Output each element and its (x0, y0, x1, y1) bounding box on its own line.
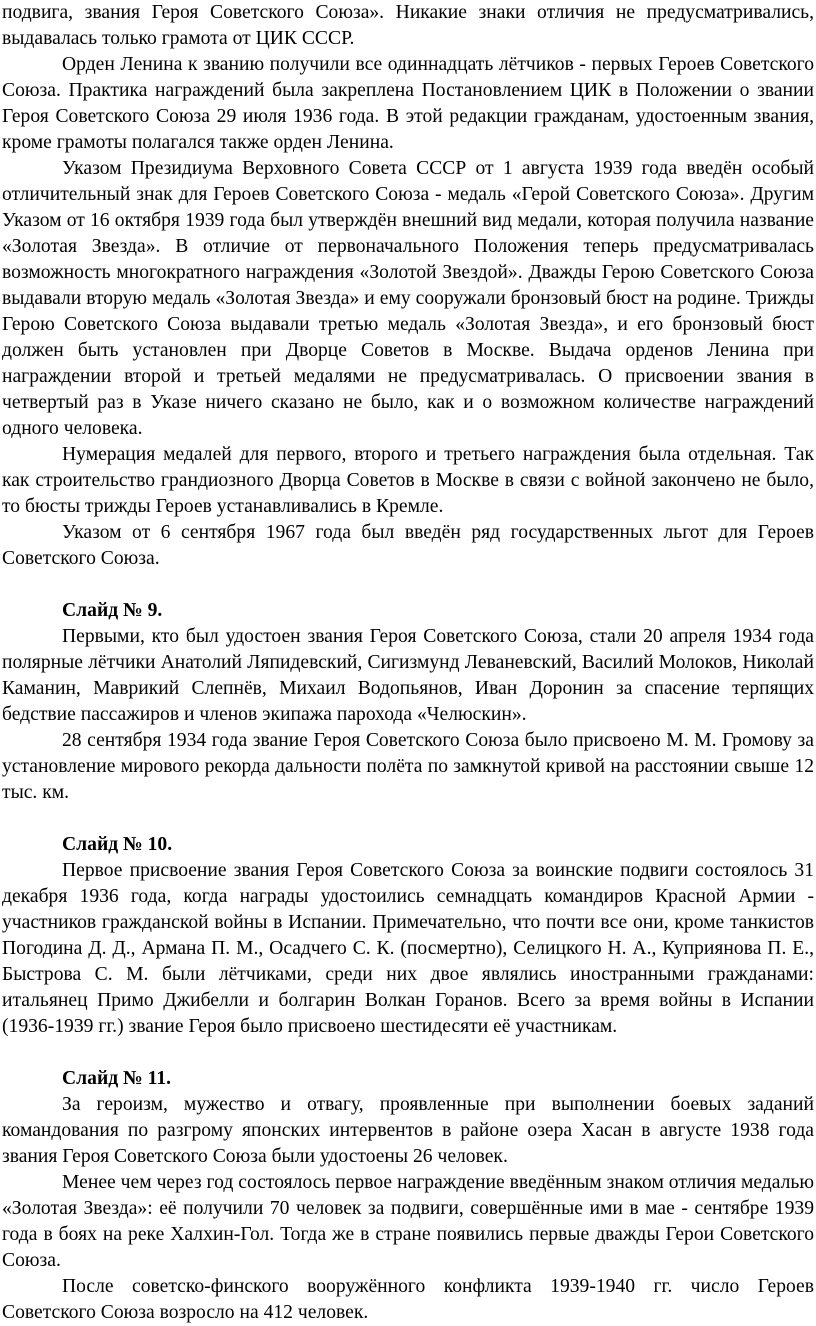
slide-10-paragraph-1: Первое присвоение звания Героя Советского Союза за воинские подвиги состоялось 31 декабря 1936 года, когда награды удостоились семнадцать командиров Красной Армии - участников гражданской войны в Испании. Примечательно, что почти все они, кроме танкистов Погодина Д. Д., Армана П. М., Осадчего С. К. (посмертно), Селицкого Н. А., Куприянова П. Е., Быстрова С. М. были лётчиками, среди них двое являлись иностранными гражданами: итальянец Примо Джибелли и болгарин Волкан Горанов. Всего за время войны в Испании (1936-1939 гг.) звание Героя было присвоено шестидесяти её участникам. (2, 860, 814, 1037)
slide-11-heading: Слайд № 11. (62, 1068, 172, 1089)
slide-10-heading: Слайд № 10. (62, 834, 173, 855)
slide-11-paragraph-3: После советско-финского вооружённого конфликта 1939-1940 гг. число Героев Советского Союза возросло на 412 человек. (2, 1276, 814, 1323)
paragraph-top-5: Указом от 6 сентября 1967 года был введён ряд государственных льгот для Героев Советского Союза. (2, 522, 814, 569)
slide-11-paragraph-2: Менее чем через год состоялось первое награждение введённым знаком отличия медалью «Золотая Звезда»: её получили 70 человек за подвиги, совершённые ими в мае - сентябре 1939 года в боях на реке Халхин-Гол. Тогда же в стране появились первые дважды Герои Советского Союза. (2, 1172, 814, 1271)
spacer (2, 1040, 814, 1066)
slide-11-paragraph-1: За героизм, мужество и отвагу, проявленные при выполнении боевых заданий командования по разгрому японских интервентов в районе озера Хасан в августе 1938 года звания Героя Советского Союза были удостоены 26 человек. (2, 1094, 814, 1167)
slide-9-paragraph-1: Первыми, кто был удостоен звания Героя Советского Союза, стали 20 апреля 1934 года полярные лётчики Анатолий Ляпидевский, Сигизмунд Леваневский, Василий Молоков, Николай Каманин, Маврикий Слепнёв, Михаил Водопьянов, Иван Доронин за спасение терпящих бедствие пассажиров и членов экипажа парохода «Челюскин». (2, 626, 814, 725)
paragraph-top-4: Нумерация медалей для первого, второго и третьего награждения была отдельная. Так как строительство грандиозного Дворца Советов в Москве в связи с войной закончено не было, то бюсты трижды Героев устанавливались в Кремле. (2, 444, 814, 517)
paragraph-top-2: Орден Ленина к званию получили все одиннадцать лётчиков - первых Героев Советского Союза. Практика награждений была закреплена Постановлением ЦИК в Положении о звании Героя Советского Союза 29 июля 1936 года. В этой редакции гражданам, удостоенным звания, кроме грамоты полагался также орден Ленина. (2, 54, 814, 153)
paragraph-top-1: подвига, звания Героя Советского Союза». Никакие знаки отличия не предусматривались, выдавалась только грамота от ЦИК СССР. (2, 2, 814, 49)
slide-9-paragraph-2: 28 сентября 1934 года звание Героя Советского Союза было присвоено М. М. Громову за установление мирового рекорда дальности полёта по замкнутой кривой на расстоянии свыше 12 тыс. км. (2, 730, 814, 803)
spacer (2, 572, 814, 598)
paragraph-top-3: Указом Президиума Верховного Совета СССР от 1 августа 1939 года введён особый отличительный знак для Героев Советского Союза - медаль «Герой Советского Союза». Другим Указом от 16 октября 1939 года был утверждён внешний вид медали, которая получила название «Золотая Звезда». В отличие от первоначального Положения теперь предусматривалась возможность многократного награждения «Золотой Звездой». Дважды Герою Советского Союза выдавали вторую медаль «Золотая Звезда» и ему сооружали бронзовый бюст на родине. Трижды Герою Советского Союза выдавали третью медаль «Золотая Звезда», и его бронзовый бюст должен быть установлен при Дворце Советов в Москве. Выдача орденов Ленина при награждении второй и третьей медалями не предусматривалась. О присвоении звания в четвертый раз в Указе ничего сказано не было, как и о возможном количестве награждений одного человека. (2, 158, 814, 439)
slide-9-heading: Слайд № 9. (62, 600, 163, 621)
spacer (2, 806, 814, 832)
